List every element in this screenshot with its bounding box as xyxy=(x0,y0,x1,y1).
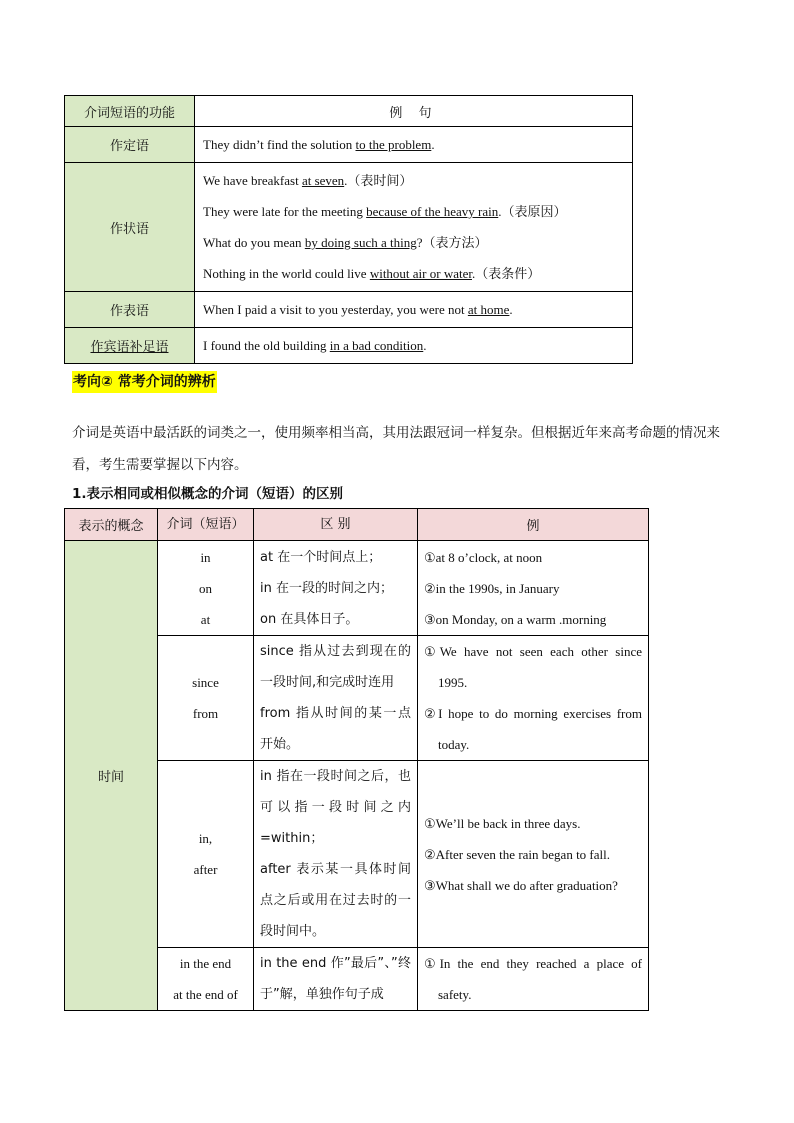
section-heading: 考向② 常考介词的辨析 xyxy=(72,371,217,393)
example-header: 例 xyxy=(418,509,649,541)
example-sentence: They were late for the meeting because of the heavy rain.（表原因） xyxy=(203,204,567,219)
example-sentence: I found the old building in a bad condition. xyxy=(203,338,427,353)
example-cell xyxy=(195,292,633,328)
preposition-cell: since from xyxy=(158,636,254,761)
table-row xyxy=(65,541,649,636)
preposition-cell: in on at xyxy=(158,541,254,636)
example-header: 例 句 xyxy=(195,96,633,127)
table-header-row xyxy=(65,96,633,127)
difference-cell: in the end 作”最后”、”终于”解，单独作句子成 xyxy=(254,948,418,1011)
example-cell xyxy=(195,127,633,163)
difference-cell: at 在一个时间点上； in 在一段的时间之内； on 在具体日子。 xyxy=(254,541,418,636)
table-row xyxy=(65,328,633,364)
example-cell xyxy=(195,328,633,364)
table-row xyxy=(65,163,633,292)
subsection-heading: 1.表示相同或相似概念的介词（短语）的区别 xyxy=(72,486,344,502)
example-sentence: Nothing in the world could live without air or water.（表条件） xyxy=(203,266,541,281)
preposition-cell: in, after xyxy=(158,761,254,948)
example-cell xyxy=(195,163,633,292)
preposition-comparison-table xyxy=(64,508,649,1011)
example-cell: ①We’ll be back in three days. ②After seven the rain began to fall. ③What shall we do after graduation? xyxy=(418,761,649,948)
concept-cell: 时间 xyxy=(65,541,158,1011)
table-row xyxy=(65,127,633,163)
example-sentence: When I paid a visit to you yesterday, you were not at home. xyxy=(203,302,513,317)
example-sentence: What do you mean by doing such a thing?（表方法） xyxy=(203,235,488,250)
difference-cell: since 指从过去到现在的一段时间,和完成时连用 from 指从时间的某一点开始。 xyxy=(254,636,418,761)
example-sentence: They didn’t find the solution to the problem. xyxy=(203,137,435,152)
concept-header: 表示的概念 xyxy=(65,509,158,541)
function-cell: 作状语 xyxy=(65,163,195,292)
preposition-header: 介词（短语） xyxy=(158,509,254,541)
function-cell: 作宾语补足语 xyxy=(65,328,195,364)
example-sentence: We have breakfast at seven.（表时间） xyxy=(203,173,413,188)
prep-phrase-function-table xyxy=(64,95,633,364)
function-cell: 作表语 xyxy=(65,292,195,328)
difference-cell: in 指在一段时间之后，也可以指一段时间之内=within； after 表示某一具体时间点之后或用在过去时的一段时间中。 xyxy=(254,761,418,948)
example-cell: ①We have not seen each other since 1995. ②I hope to do morning exercises from today. xyxy=(418,636,649,761)
example-cell: ①In the end they reached a place of safety. xyxy=(418,948,649,1011)
function-header: 介词短语的功能 xyxy=(65,96,195,127)
function-cell: 作定语 xyxy=(65,127,195,163)
example-cell: ①at 8 o’clock, at noon ②in the 1990s, in January ③on Monday, on a warm .morning xyxy=(418,541,649,636)
preposition-cell: in the end at the end of xyxy=(158,948,254,1011)
intro-paragraph: 介词是英语中最活跃的词类之一，使用频率相当高，其用法跟冠词一样复杂。但根据近年来高考命题的情况来看，考生需要掌握以下内容。 xyxy=(72,425,720,473)
table-row xyxy=(65,292,633,328)
table-header-row xyxy=(65,509,649,541)
difference-header: 区 别 xyxy=(254,509,418,541)
